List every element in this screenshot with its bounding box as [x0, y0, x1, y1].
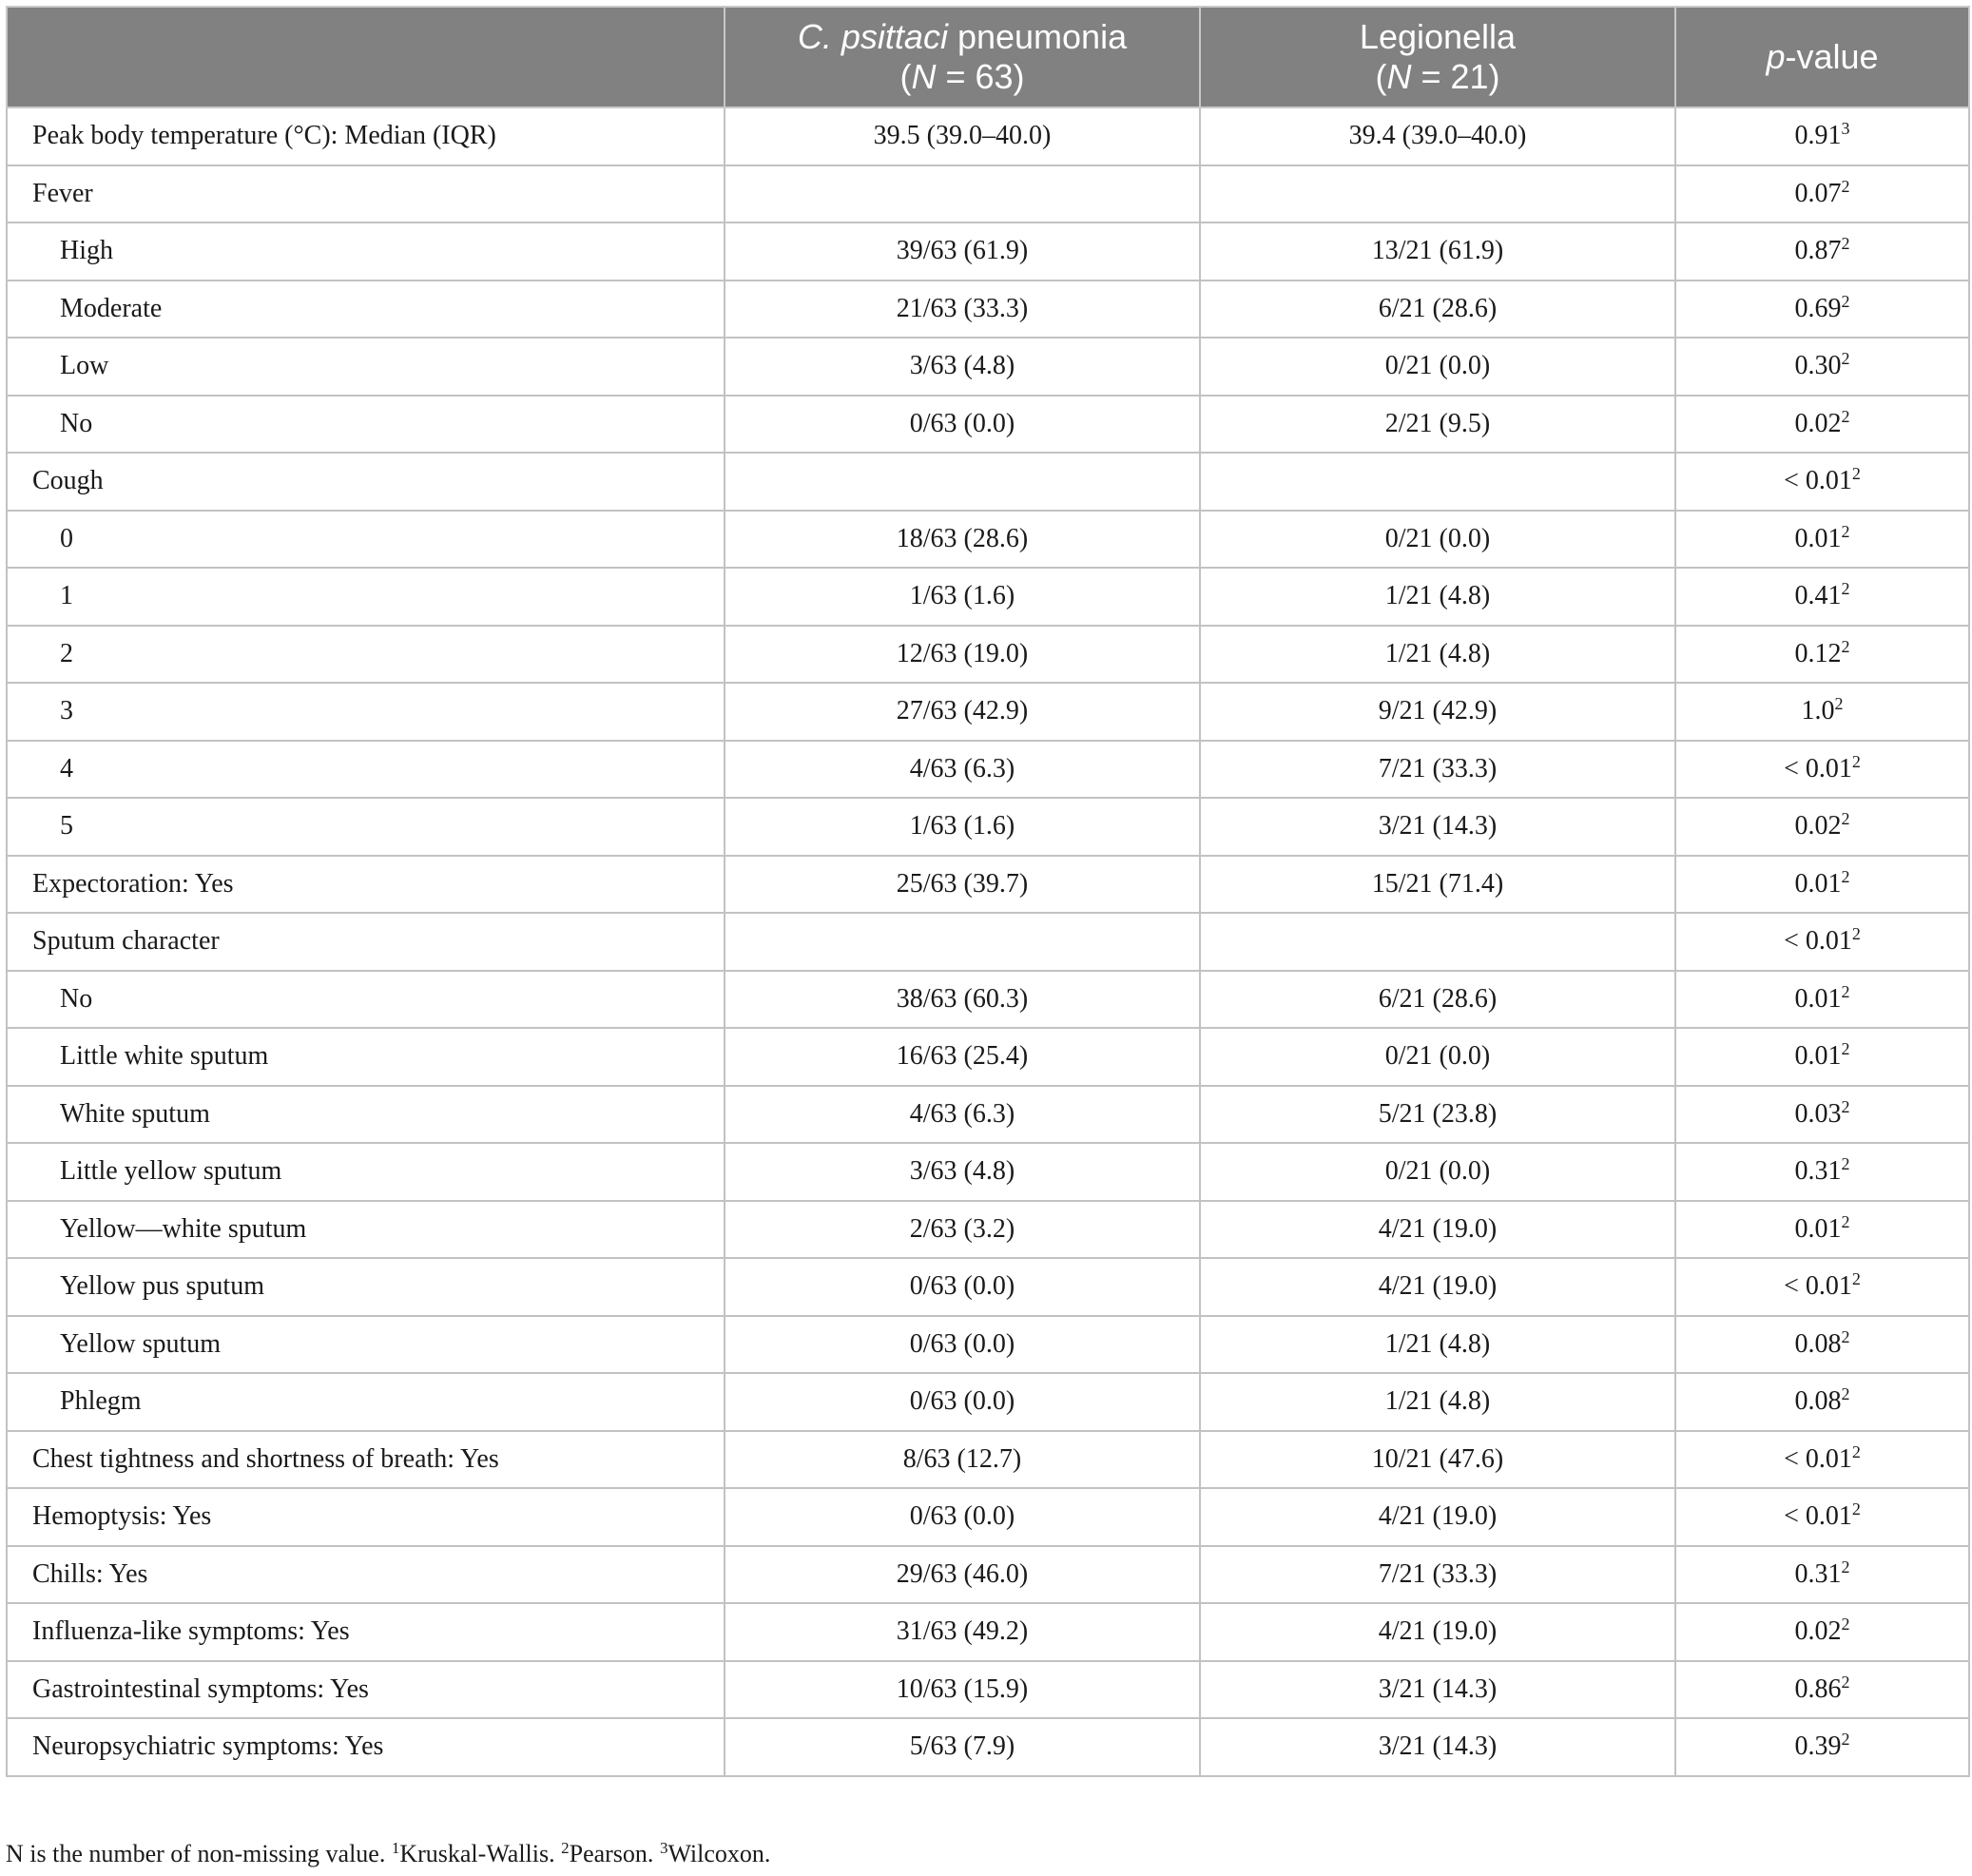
- table-row: [7, 1316, 1969, 1374]
- psittaci-value: 12/63 (19.0): [725, 626, 1200, 684]
- legionella-value: 1/21 (4.8): [1200, 1316, 1675, 1374]
- psittaci-value: 25/63 (39.7): [725, 856, 1200, 914]
- table-row: [7, 222, 1969, 280]
- legionella-value: 1/21 (4.8): [1200, 1373, 1675, 1431]
- row-label: No: [7, 971, 725, 1029]
- row-label: High: [7, 222, 725, 280]
- table-row: [7, 396, 1969, 454]
- p-value-cell: [1675, 1603, 1969, 1661]
- header-psittaci-n-value: = 63): [936, 57, 1025, 96]
- legionella-value: 7/21 (33.3): [1200, 741, 1675, 799]
- header-legionella-n-value: = 21): [1411, 57, 1500, 96]
- footnote-main: N is the number of non-missing value.: [6, 1840, 392, 1867]
- table-row: [7, 165, 1969, 223]
- footnote-sup-3: 3: [659, 1839, 668, 1857]
- psittaci-value: 16/63 (25.4): [725, 1028, 1200, 1086]
- p-value-cell: [1675, 1431, 1969, 1489]
- p-value: 0.02: [1794, 1616, 1842, 1647]
- legionella-value: 1/21 (4.8): [1200, 626, 1675, 684]
- p-value-test-marker: 2: [1841, 1615, 1850, 1634]
- legionella-value: 0/21 (0.0): [1200, 338, 1675, 396]
- psittaci-value: 31/63 (49.2): [725, 1603, 1200, 1661]
- legionella-value: 6/21 (28.6): [1200, 971, 1675, 1029]
- p-value-test-marker: 2: [1841, 1154, 1850, 1174]
- p-value-test-marker: 2: [1841, 1557, 1850, 1576]
- p-value: 0.86: [1794, 1673, 1842, 1704]
- p-value-cell: [1675, 1373, 1969, 1431]
- p-value-cell: [1675, 856, 1969, 914]
- p-value-cell: [1675, 1661, 1969, 1719]
- comparison-table-container: [6, 6, 1968, 1777]
- p-value-test-marker: 2: [1851, 464, 1861, 484]
- psittaci-value: 0/63 (0.0): [725, 1488, 1200, 1546]
- p-value: < 0.01: [1784, 1443, 1852, 1474]
- legionella-value: 4/21 (19.0): [1200, 1488, 1675, 1546]
- p-value-cell: [1675, 511, 1969, 569]
- row-label: Little yellow sputum: [7, 1143, 725, 1201]
- p-value-test-marker: 2: [1834, 694, 1844, 714]
- table-footnote: [6, 1840, 770, 1868]
- row-label: White sputum: [7, 1086, 725, 1144]
- legionella-value: 1/21 (4.8): [1200, 568, 1675, 626]
- psittaci-value: 8/63 (12.7): [725, 1431, 1200, 1489]
- row-label: 3: [7, 683, 725, 741]
- p-value-cell: [1675, 396, 1969, 454]
- table-row: [7, 1488, 1969, 1546]
- row-label: Gastrointestinal symptoms: Yes: [7, 1661, 725, 1719]
- p-value-test-marker: 2: [1841, 521, 1850, 541]
- row-label: Yellow—white sputum: [7, 1201, 725, 1259]
- header-psittaci-name: C. psittaci: [797, 17, 948, 56]
- table-row: [7, 511, 1969, 569]
- row-label: No: [7, 396, 725, 454]
- header-p-value: [1675, 7, 1969, 107]
- p-value-test-marker: 2: [1841, 1384, 1850, 1404]
- p-value-cell: [1675, 453, 1969, 511]
- p-value: 0.91: [1794, 121, 1842, 151]
- p-value-cell: [1675, 1086, 1969, 1144]
- legionella-value: 4/21 (19.0): [1200, 1201, 1675, 1259]
- p-value: 0.01: [1794, 1041, 1842, 1072]
- table-row: [7, 1143, 1969, 1201]
- p-value-cell: [1675, 1201, 1969, 1259]
- legionella-value: 39.4 (39.0–40.0): [1200, 107, 1675, 165]
- p-value-cell: [1675, 338, 1969, 396]
- table-row: [7, 1603, 1969, 1661]
- footnote-pearson: Pearson.: [569, 1840, 660, 1867]
- row-label: Low: [7, 338, 725, 396]
- table-row: [7, 1546, 1969, 1604]
- psittaci-value: 29/63 (46.0): [725, 1546, 1200, 1604]
- header-legionella-name: Legionella: [1359, 17, 1517, 56]
- legionella-value: 9/21 (42.9): [1200, 683, 1675, 741]
- header-p-suffix: -value: [1785, 37, 1879, 76]
- table-row: [7, 683, 1969, 741]
- psittaci-value: 0/63 (0.0): [725, 1373, 1200, 1431]
- legionella-value: 10/21 (47.6): [1200, 1431, 1675, 1489]
- header-psittaci-suffix: pneumonia: [947, 17, 1128, 56]
- p-value-cell: [1675, 280, 1969, 338]
- legionella-value: 13/21 (61.9): [1200, 222, 1675, 280]
- legionella-value: 0/21 (0.0): [1200, 511, 1675, 569]
- footnote-sup-1: 1: [391, 1839, 400, 1857]
- p-value-test-marker: 2: [1841, 579, 1850, 599]
- psittaci-value: 27/63 (42.9): [725, 683, 1200, 741]
- p-value-test-marker: 2: [1841, 636, 1850, 656]
- psittaci-value: [725, 913, 1200, 971]
- row-label: 5: [7, 798, 725, 856]
- legionella-value: 4/21 (19.0): [1200, 1603, 1675, 1661]
- p-value-test-marker: 2: [1841, 981, 1850, 1001]
- legionella-value: 15/21 (71.4): [1200, 856, 1675, 914]
- p-value-test-marker: 3: [1841, 119, 1850, 139]
- table-row: [7, 913, 1969, 971]
- row-label: Yellow pus sputum: [7, 1258, 725, 1316]
- psittaci-value: 5/63 (7.9): [725, 1718, 1200, 1776]
- row-label: Sputum character: [7, 913, 725, 971]
- psittaci-value: [725, 165, 1200, 223]
- p-value-test-marker: 2: [1841, 234, 1850, 254]
- footnote-sup-2: 2: [561, 1839, 570, 1857]
- p-value-test-marker: 2: [1851, 924, 1861, 944]
- psittaci-value: 2/63 (3.2): [725, 1201, 1200, 1259]
- legionella-value: [1200, 913, 1675, 971]
- p-value: 1.0: [1801, 696, 1835, 726]
- row-label: Hemoptysis: Yes: [7, 1488, 725, 1546]
- table-row: [7, 971, 1969, 1029]
- p-value-cell: [1675, 107, 1969, 165]
- p-value: 0.01: [1794, 523, 1842, 553]
- p-value: 0.02: [1794, 811, 1842, 841]
- p-value: 0.08: [1794, 1328, 1842, 1359]
- p-value-cell: [1675, 222, 1969, 280]
- p-value-cell: [1675, 683, 1969, 741]
- header-legionella-open: (: [1375, 57, 1387, 96]
- p-value-cell: [1675, 1258, 1969, 1316]
- psittaci-value: 39.5 (39.0–40.0): [725, 107, 1200, 165]
- table-row: [7, 1661, 1969, 1719]
- header-psittaci-n-symbol: N: [911, 57, 937, 96]
- p-value: < 0.01: [1784, 466, 1852, 496]
- p-value: 0.01: [1794, 1213, 1842, 1244]
- table-row: [7, 798, 1969, 856]
- header-variable: [7, 7, 725, 107]
- p-value-cell: [1675, 568, 1969, 626]
- table-row: [7, 741, 1969, 799]
- table-row: [7, 1201, 1969, 1259]
- footnote-kruskal: Kruskal-Wallis.: [399, 1840, 562, 1867]
- table-row: [7, 453, 1969, 511]
- footnote-wilcoxon: Wilcoxon.: [667, 1840, 771, 1867]
- p-value: 0.08: [1794, 1386, 1842, 1417]
- p-value-cell: [1675, 626, 1969, 684]
- p-value: < 0.01: [1784, 753, 1852, 783]
- p-value-test-marker: 2: [1841, 1039, 1850, 1059]
- table-row: [7, 107, 1969, 165]
- legionella-value: 3/21 (14.3): [1200, 1718, 1675, 1776]
- p-value: 0.12: [1794, 638, 1842, 668]
- p-value-cell: [1675, 1316, 1969, 1374]
- row-label: Chest tightness and shortness of breath: Yes: [7, 1431, 725, 1489]
- header-legionella: [1200, 7, 1675, 107]
- psittaci-value: 10/63 (15.9): [725, 1661, 1200, 1719]
- legionella-value: 0/21 (0.0): [1200, 1143, 1675, 1201]
- psittaci-value: 3/63 (4.8): [725, 338, 1200, 396]
- row-label: 0: [7, 511, 725, 569]
- table-row: [7, 1431, 1969, 1489]
- legionella-value: 6/21 (28.6): [1200, 280, 1675, 338]
- p-value: 0.01: [1794, 983, 1842, 1014]
- p-value-cell: [1675, 1488, 1969, 1546]
- psittaci-value: 1/63 (1.6): [725, 798, 1200, 856]
- p-value: < 0.01: [1784, 1271, 1852, 1302]
- row-label: Cough: [7, 453, 725, 511]
- psittaci-value: 0/63 (0.0): [725, 396, 1200, 454]
- table-row: [7, 626, 1969, 684]
- p-value: < 0.01: [1784, 1501, 1852, 1532]
- psittaci-value: 4/63 (6.3): [725, 741, 1200, 799]
- p-value-cell: [1675, 1028, 1969, 1086]
- legionella-value: 5/21 (23.8): [1200, 1086, 1675, 1144]
- p-value-test-marker: 2: [1851, 1441, 1861, 1461]
- table-row: [7, 568, 1969, 626]
- row-label: Phlegm: [7, 1373, 725, 1431]
- p-value: 0.30: [1794, 351, 1842, 381]
- comparison-table: [6, 6, 1970, 1777]
- legionella-value: 0/21 (0.0): [1200, 1028, 1675, 1086]
- table-header-row: [7, 7, 1969, 107]
- psittaci-value: 3/63 (4.8): [725, 1143, 1200, 1201]
- table-row: [7, 1373, 1969, 1431]
- table-row: [7, 338, 1969, 396]
- row-label: Peak body temperature (°C): Median (IQR): [7, 107, 725, 165]
- p-value-test-marker: 2: [1841, 1672, 1850, 1692]
- row-label: Expectoration: Yes: [7, 856, 725, 914]
- p-value: 0.31: [1794, 1156, 1842, 1187]
- legionella-value: 2/21 (9.5): [1200, 396, 1675, 454]
- legionella-value: 3/21 (14.3): [1200, 798, 1675, 856]
- p-value-cell: [1675, 798, 1969, 856]
- legionella-value: 7/21 (33.3): [1200, 1546, 1675, 1604]
- psittaci-value: 39/63 (61.9): [725, 222, 1200, 280]
- p-value-test-marker: 2: [1841, 1211, 1850, 1231]
- row-label: 4: [7, 741, 725, 799]
- psittaci-value: 18/63 (28.6): [725, 511, 1200, 569]
- p-value-test-marker: 2: [1841, 349, 1850, 369]
- p-value-cell: [1675, 1718, 1969, 1776]
- legionella-value: [1200, 165, 1675, 223]
- p-value: 0.01: [1794, 868, 1842, 899]
- p-value: 0.31: [1794, 1558, 1842, 1589]
- psittaci-value: 38/63 (60.3): [725, 971, 1200, 1029]
- psittaci-value: 4/63 (6.3): [725, 1086, 1200, 1144]
- psittaci-value: 1/63 (1.6): [725, 568, 1200, 626]
- p-value-cell: [1675, 1546, 1969, 1604]
- row-label: Influenza-like symptoms: Yes: [7, 1603, 725, 1661]
- p-value: < 0.01: [1784, 926, 1852, 957]
- p-value: 0.07: [1794, 178, 1842, 208]
- row-label: Chills: Yes: [7, 1546, 725, 1604]
- p-value-cell: [1675, 971, 1969, 1029]
- p-value-test-marker: 2: [1841, 176, 1850, 196]
- p-value-test-marker: 2: [1841, 866, 1850, 886]
- row-label: Moderate: [7, 280, 725, 338]
- table-row: [7, 1086, 1969, 1144]
- legionella-value: [1200, 453, 1675, 511]
- p-value-test-marker: 2: [1851, 751, 1861, 771]
- table-row: [7, 1028, 1969, 1086]
- p-value: 0.03: [1794, 1098, 1842, 1129]
- p-value-cell: [1675, 165, 1969, 223]
- psittaci-value: 21/63 (33.3): [725, 280, 1200, 338]
- header-psittaci-open: (: [899, 57, 912, 96]
- p-value: 0.02: [1794, 408, 1842, 438]
- p-value-test-marker: 2: [1851, 1499, 1861, 1519]
- p-value-cell: [1675, 1143, 1969, 1201]
- psittaci-value: 0/63 (0.0): [725, 1258, 1200, 1316]
- p-value: 0.39: [1794, 1731, 1842, 1762]
- header-legionella-n-symbol: N: [1386, 57, 1412, 96]
- p-value: 0.69: [1794, 293, 1842, 323]
- table-row: [7, 1718, 1969, 1776]
- p-value-test-marker: 2: [1841, 1096, 1850, 1116]
- p-value-test-marker: 2: [1841, 1730, 1850, 1750]
- table-row: [7, 856, 1969, 914]
- p-value-test-marker: 2: [1841, 291, 1850, 311]
- p-value-test-marker: 2: [1851, 1269, 1861, 1289]
- p-value-cell: [1675, 913, 1969, 971]
- psittaci-value: [725, 453, 1200, 511]
- row-label: Neuropsychiatric symptoms: Yes: [7, 1718, 725, 1776]
- legionella-value: 4/21 (19.0): [1200, 1258, 1675, 1316]
- p-value-test-marker: 2: [1841, 1326, 1850, 1346]
- row-label: 1: [7, 568, 725, 626]
- p-value-cell: [1675, 741, 1969, 799]
- legionella-value: 3/21 (14.3): [1200, 1661, 1675, 1719]
- row-label: Fever: [7, 165, 725, 223]
- row-label: 2: [7, 626, 725, 684]
- table-row: [7, 280, 1969, 338]
- row-label: Yellow sputum: [7, 1316, 725, 1374]
- p-value-test-marker: 2: [1841, 809, 1850, 829]
- psittaci-value: 0/63 (0.0): [725, 1316, 1200, 1374]
- p-value: 0.87: [1794, 236, 1842, 266]
- header-p-symbol: p: [1766, 37, 1786, 76]
- header-psittaci: [725, 7, 1200, 107]
- row-label: Little white sputum: [7, 1028, 725, 1086]
- table-row: [7, 1258, 1969, 1316]
- p-value-test-marker: 2: [1841, 406, 1850, 426]
- p-value: 0.41: [1794, 581, 1842, 611]
